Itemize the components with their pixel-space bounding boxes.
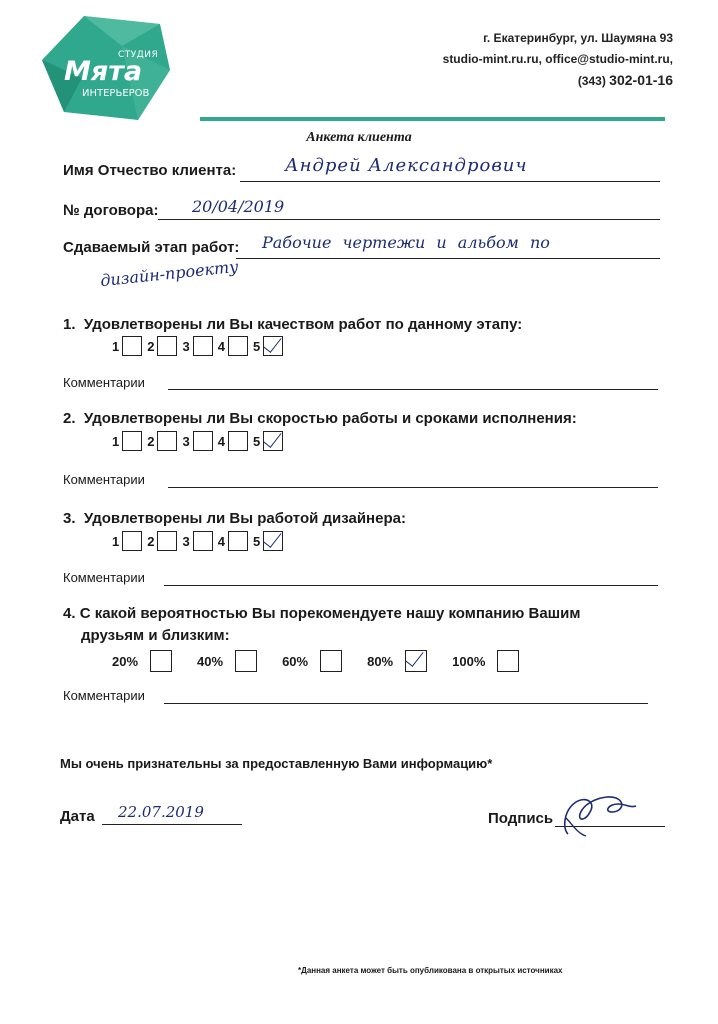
rating-checkbox-3[interactable] [193, 431, 213, 451]
logo-bottom-text: ИНТЕРЬЕРОВ [82, 88, 150, 99]
option-label: 2 [147, 338, 155, 354]
rating-checkbox-4[interactable] [228, 431, 248, 451]
option-label: 40% [197, 653, 224, 669]
question-number: 2. [63, 410, 76, 427]
comment-line-4[interactable] [164, 703, 648, 704]
question-text: Удовлетворены ли Вы качеством работ по данному этапу: [83, 316, 523, 333]
logo-top-text: СТУДИЯ [118, 50, 159, 60]
date-value: 22.07.2019 [118, 803, 204, 821]
rating-checkbox-2[interactable] [157, 431, 177, 451]
option-label: 5 [252, 433, 261, 449]
option-label: 1 [112, 533, 120, 549]
stage-value-line2: дизайн-проекту [99, 256, 240, 291]
rating-checkbox-5-checked[interactable] [263, 531, 283, 551]
option-label: 3 [182, 433, 190, 449]
probability-checkbox-40[interactable] [235, 650, 257, 672]
question-text: Удовлетворены ли Вы скоростью работы и сроками исполнения: [83, 410, 577, 427]
date-label: Дата [60, 808, 95, 825]
question-text-line1: С какой вероятностью Вы порекомендуете нашу компанию Вашим [79, 605, 581, 622]
rating-scale-3 [112, 531, 288, 551]
stage-label: Сдаваемый этап работ: [63, 239, 240, 256]
probability-checkbox-20[interactable] [150, 650, 172, 672]
phone-number: 302-01-16 [609, 72, 673, 88]
rating-checkbox-2[interactable] [157, 531, 177, 551]
probability-checkbox-60[interactable] [320, 650, 342, 672]
option-label: 4 [217, 338, 225, 354]
comment-line-2[interactable] [168, 487, 658, 488]
rating-checkbox-2[interactable] [157, 336, 177, 356]
web-email: studio-mint.ru.ru, office@studio-mint.ru, [442, 52, 673, 66]
stage-line [236, 258, 660, 259]
signature-label: Подпись [488, 810, 554, 827]
comment-label-2: Комментарии [63, 472, 145, 487]
option-label: 1 [112, 338, 120, 354]
rating-checkbox-3[interactable] [193, 531, 213, 551]
probability-checkbox-80-checked[interactable] [405, 650, 427, 672]
option-label: 3 [182, 338, 190, 354]
contract-line [158, 219, 660, 220]
option-label: 1 [112, 433, 120, 449]
signature-scribble [556, 788, 638, 840]
option-label: 20% [112, 653, 139, 669]
footnote: *Данная анкета может быть опубликована в открытых источниках [298, 966, 563, 975]
rating-checkbox-4[interactable] [228, 336, 248, 356]
comment-line-1[interactable] [168, 389, 658, 390]
studio-logo [42, 16, 170, 120]
comment-line-3[interactable] [164, 585, 658, 586]
question-number: 4. [63, 605, 76, 622]
option-label: 60% [282, 653, 309, 669]
header-divider [200, 117, 665, 121]
stage-value-line1: Рабочие чертежи и альбом по [262, 233, 550, 252]
contract-label: № договора: [63, 202, 159, 219]
question-text-line2: друзьям и близким: [81, 627, 230, 644]
question-3 [63, 508, 406, 530]
rating-checkbox-5-checked[interactable] [263, 336, 283, 356]
rating-scale-1 [112, 336, 288, 356]
rating-checkbox-1[interactable] [122, 336, 142, 356]
phone-line [443, 70, 673, 92]
logo-name: Мята [64, 56, 143, 87]
rating-checkbox-1[interactable] [122, 531, 142, 551]
form-title: Анкета клиента [306, 130, 412, 145]
option-label: 100% [452, 653, 486, 669]
option-label: 4 [217, 433, 225, 449]
probability-scale [112, 650, 544, 672]
question-1 [63, 314, 522, 336]
question-number: 1. [63, 316, 76, 333]
address: г. Екатеринбург, ул. Шаумяна 93 [483, 31, 673, 45]
rating-checkbox-5-checked[interactable] [263, 431, 283, 451]
question-number: 3. [63, 510, 76, 527]
option-label: 80% [367, 653, 394, 669]
date-line [102, 824, 242, 825]
name-value: Андрей Александрович [285, 155, 528, 176]
option-label: 2 [147, 533, 155, 549]
question-text: Удовлетворены ли Вы работой дизайнера: [83, 510, 406, 527]
question-2 [63, 408, 577, 430]
option-label: 5 [252, 533, 261, 549]
contract-value: 20/04/2019 [192, 197, 285, 216]
option-label: 5 [252, 338, 261, 354]
name-line [240, 181, 660, 182]
name-label: Имя Отчество клиента: [63, 162, 237, 179]
comment-label-3: Комментарии [63, 570, 145, 585]
option-label: 4 [217, 533, 225, 549]
rating-scale-2 [112, 431, 288, 451]
probability-checkbox-100[interactable] [497, 650, 519, 672]
thanks-text: Мы очень признательны за предоставленную Вами информацию* [60, 756, 493, 771]
rating-checkbox-1[interactable] [122, 431, 142, 451]
question-4 [63, 603, 673, 647]
comment-label-1: Комментарии [63, 375, 145, 390]
contact-info [443, 28, 673, 92]
option-label: 2 [147, 433, 155, 449]
rating-checkbox-3[interactable] [193, 336, 213, 356]
comment-label-4: Комментарии [63, 688, 145, 703]
option-label: 3 [182, 533, 190, 549]
phone-code: (343) [577, 74, 606, 88]
rating-checkbox-4[interactable] [228, 531, 248, 551]
